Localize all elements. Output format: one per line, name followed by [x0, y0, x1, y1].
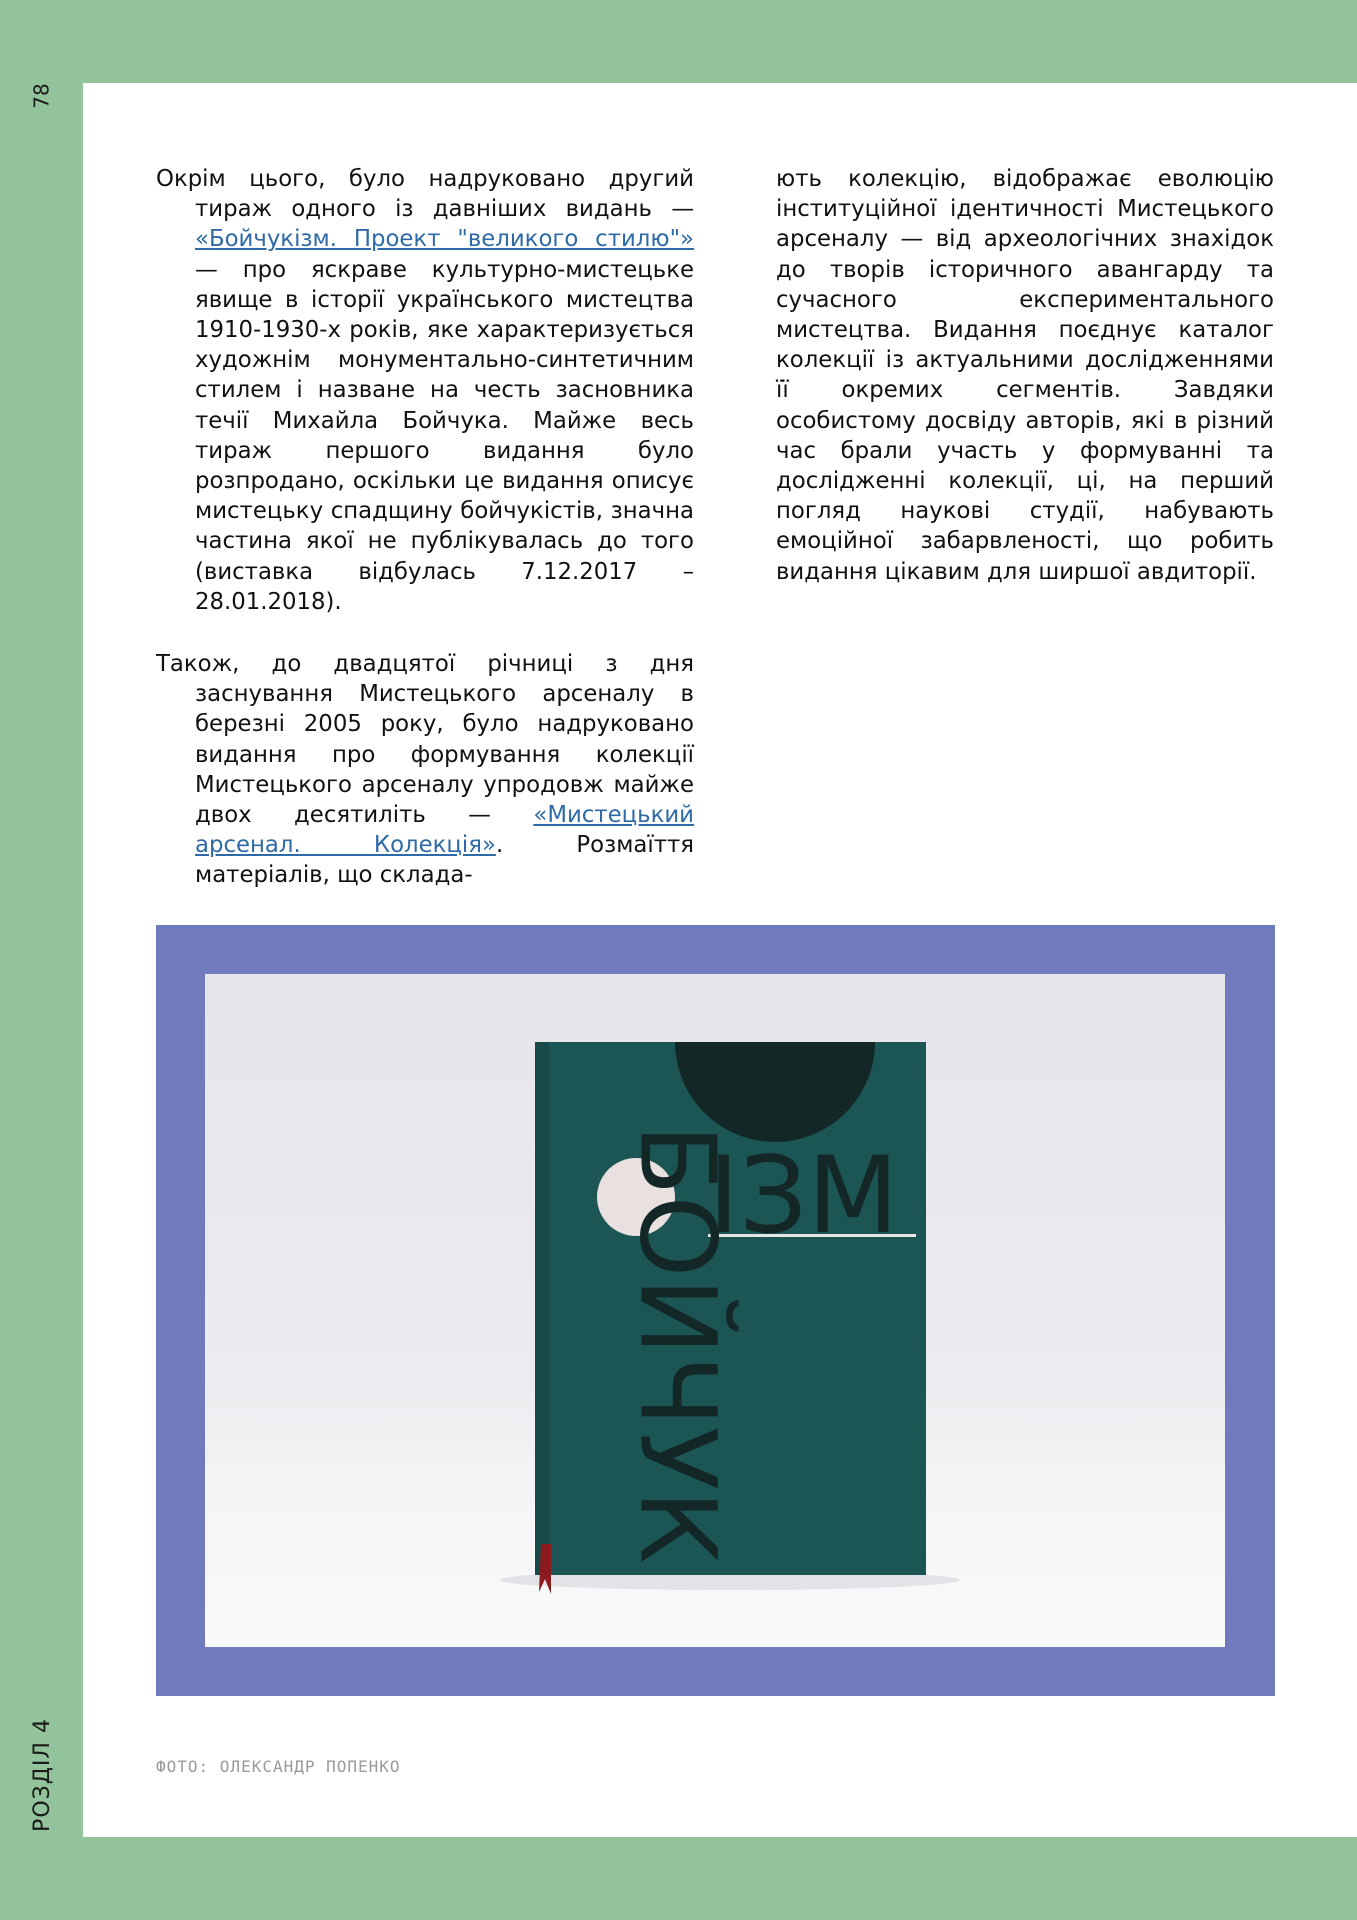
book-photo [205, 974, 1225, 1647]
paragraph-2 [156, 649, 694, 891]
link-arsenal-collection[interactable]: «Мистецький арсенал. Колекція» [195, 802, 694, 859]
page-number: 78 [29, 83, 54, 109]
book-illustration [205, 974, 1225, 1647]
section-label: РОЗДІЛ 4 [29, 1718, 55, 1832]
photo-frame [156, 925, 1275, 1696]
paragraph-2-text-b: . Розмаїття матеріалів, що склада- [195, 832, 694, 889]
cover-title-izm: ІЗМ [708, 1134, 899, 1257]
photo-credit: ФОТО: ОЛЕКСАНДР ПОПЕНКО [156, 1757, 401, 1776]
paragraph-2-text-a: Також, до двадцятої річниці з дня заснування Мистецького арсеналу в березні 2005 року, було надруковано видання про формування колекції Мистецького арсеналу упродовж майже двох десятиліть — [156, 651, 694, 829]
left-column [156, 164, 694, 923]
bookmark-ribbon [539, 1544, 551, 1594]
paragraph-1 [156, 164, 694, 617]
link-boichukism[interactable]: «Бойчукізм. Проект "великого стилю"» [195, 226, 694, 253]
paragraph-1-text-b: — про яскраве культурно-мистецьке явище в історії українського мистецтва 1910-1930-х років, яке характеризується художнім монументально-синтетичним стилем і назване на честь засновника течії Михайла Бойчука. Майже весь тираж першого видання було розпродано, оскільки це видання описує мистецьку спадщину бойчукістів, значна частина якої не публікувалась до того (виставка відбулась 7.12.2017 – 28.01.2018). [195, 256, 694, 615]
right-column [776, 164, 1274, 619]
paragraph-1-text-a: Окрім цього, було надруковано другий тираж одного із давніших видань — [156, 166, 694, 223]
cover-title-boichuk: БОЙЧУК [616, 1124, 739, 1564]
paragraph-3: ють колекцію, відображає еволюцію інституційної ідентичності Мистецького арсеналу — від археологічних знахідок до творів історичного авангарду та сучасного експериментального мистецтва. Видання поєднує каталог колекції із актуальними дослідженнями її окремих сегментів. Завдяки особистому досвіду авторів, які в різний час брали участь у формуванні та дослідженні колекції, ці, на перший погляд наукові студії, набувають емоційної забарвленості, що робить видання цікавим для ширшої авдиторії. [776, 166, 1274, 585]
